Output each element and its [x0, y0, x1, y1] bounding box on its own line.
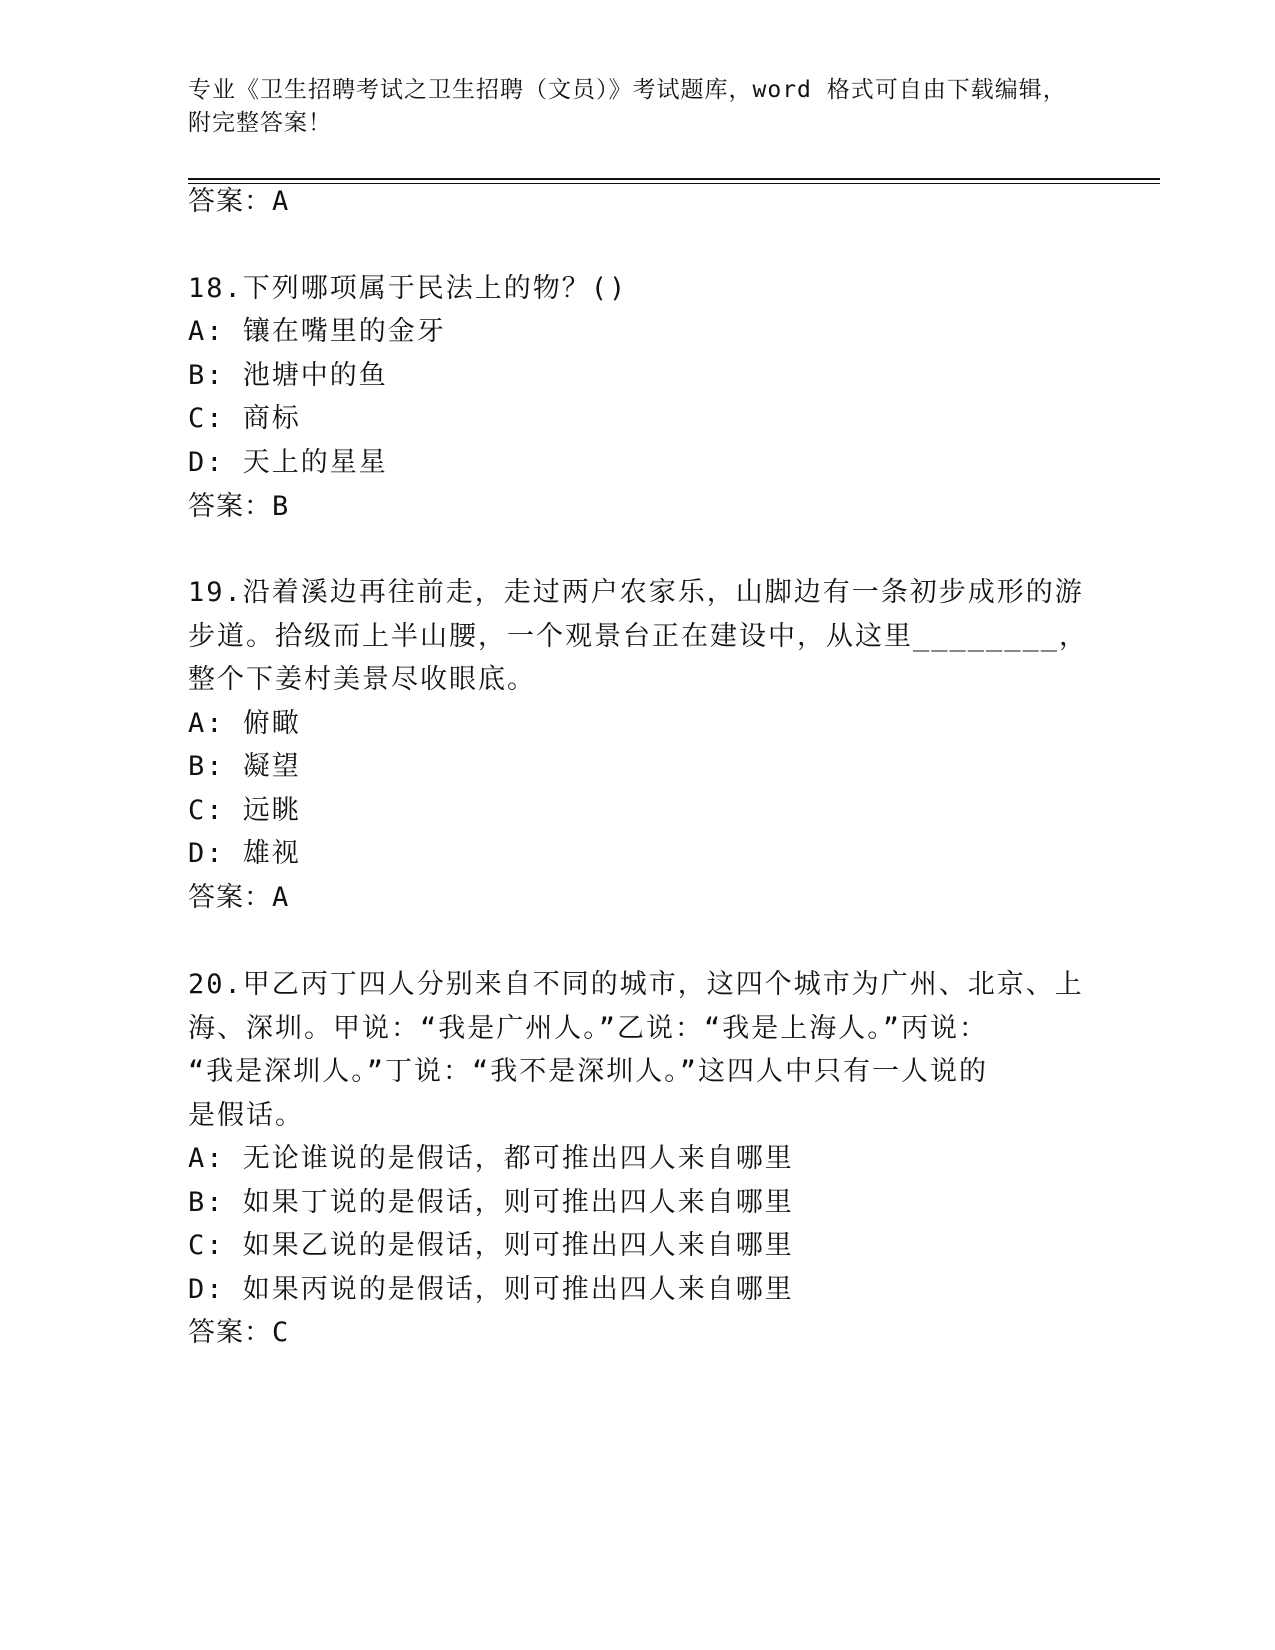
question-text: 整个下姜村美景尽收眼底。	[188, 664, 536, 695]
option-label: B:	[188, 360, 225, 391]
answer-value: B	[272, 491, 290, 522]
question-text: “我是深圳人。”丁说：“我不是深圳人。”这四人中只有一人说的	[188, 1056, 989, 1087]
option-text: 俯瞰	[242, 708, 301, 739]
option-text: 池塘中的鱼	[242, 360, 388, 391]
question-stem-line	[188, 575, 1084, 611]
question-text: 甲乙丙丁四人分别来自不同的城市，这四个城市为广州、北京、上	[242, 969, 1084, 1000]
option-text: 凝望	[242, 751, 301, 782]
option-c	[188, 793, 301, 829]
answer-line	[188, 1315, 289, 1351]
header-rule-thin	[188, 183, 1160, 184]
option-a	[188, 706, 301, 742]
option-label: D:	[188, 1274, 225, 1305]
option-b	[188, 358, 388, 394]
option-c	[188, 401, 301, 437]
option-label: D:	[188, 838, 225, 869]
answer-label: 答案：	[188, 491, 272, 522]
question-stem-line	[188, 967, 1084, 1003]
option-label: A:	[188, 1143, 225, 1174]
question-number: 19.	[188, 577, 243, 608]
option-label: C:	[188, 1230, 225, 1261]
question-stem-line	[188, 1054, 988, 1090]
option-text: 远眺	[242, 795, 301, 826]
option-b	[188, 749, 301, 785]
question-stem-line	[188, 662, 536, 698]
option-text: 如果丁说的是假话，则可推出四人来自哪里	[242, 1187, 794, 1218]
answer-value: A	[272, 882, 290, 913]
question-text: 是假话。	[188, 1100, 304, 1131]
option-label: A:	[188, 316, 225, 347]
answer-value: C	[272, 1317, 290, 1348]
option-b	[188, 1185, 794, 1221]
answer-line	[188, 489, 289, 525]
option-label: B:	[188, 751, 225, 782]
option-a	[188, 314, 446, 350]
answer-label: 答案：	[188, 882, 272, 913]
option-text: 镶在嘴里的金牙	[242, 316, 446, 347]
question-text: 步道。拾级而上半山腰，一个观景台正在建设中，从这里________，	[188, 621, 1089, 652]
option-label: D:	[188, 447, 225, 478]
option-label: B:	[188, 1187, 225, 1218]
question-stem-line	[188, 1098, 304, 1134]
option-label: A:	[188, 708, 225, 739]
question-text: 沿着溪边再往前走，走过两户农家乐，山脚边有一条初步成形的游	[242, 577, 1084, 608]
answer-value: A	[272, 186, 290, 217]
option-text: 天上的星星	[242, 447, 388, 478]
option-text: 雄视	[242, 838, 301, 869]
option-label: C:	[188, 795, 225, 826]
answer-line	[188, 184, 289, 220]
question-text: 海、深圳。甲说：“我是广州人。”乙说：“我是上海人。”丙说：	[188, 1013, 989, 1044]
option-c	[188, 1228, 794, 1264]
option-text: 商标	[242, 403, 301, 434]
option-label: C:	[188, 403, 225, 434]
option-a	[188, 1141, 794, 1177]
question-text: 下列哪项属于民法上的物？()	[242, 273, 628, 304]
question-number: 18.	[188, 273, 243, 304]
option-text: 如果乙说的是假话，则可推出四人来自哪里	[242, 1230, 794, 1261]
option-text: 如果丙说的是假话，则可推出四人来自哪里	[242, 1274, 794, 1305]
option-d	[188, 1272, 794, 1308]
question-stem-line	[188, 619, 1088, 655]
question-stem-line	[188, 1011, 988, 1047]
option-d	[188, 445, 388, 481]
question-stem-line	[188, 271, 627, 307]
option-text: 无论谁说的是假话，都可推出四人来自哪里	[242, 1143, 794, 1174]
answer-label: 答案：	[188, 1317, 272, 1348]
question-number: 20.	[188, 969, 243, 1000]
answer-line	[188, 880, 289, 916]
header-rule-thick	[188, 178, 1160, 180]
answer-label: 答案：	[188, 186, 272, 217]
document-header: 专业《卫生招聘考试之卫生招聘（文员）》考试题库，word 格式可自由下载编辑，附完整答案！	[188, 77, 1067, 136]
option-d	[188, 836, 301, 872]
